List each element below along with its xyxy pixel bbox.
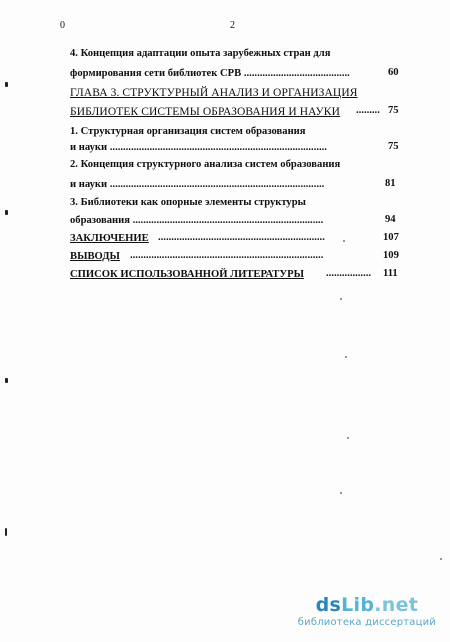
chapter3-title-line2: БИБЛИОТЕК СИСТЕМЫ ОБРАЗОВАНИЯ И НАУКИ bbox=[70, 106, 340, 118]
scan-speck bbox=[343, 240, 345, 242]
references-dots: ................. bbox=[326, 268, 372, 279]
toc-item4-line1: 4. Концепция адаптации опыта зарубежных стран для bbox=[70, 48, 331, 59]
scan-speck bbox=[340, 492, 342, 494]
toc-item4-line2 bbox=[70, 67, 350, 80]
c3-item3-line1: 3. Библиотеки как опорные элементы структуры bbox=[70, 197, 306, 208]
conclusion-dots: ............................................................... bbox=[158, 232, 325, 243]
margin-mark bbox=[5, 528, 7, 536]
dslib-watermark[interactable] bbox=[298, 595, 436, 628]
margin-mark bbox=[5, 82, 8, 87]
page-number: 2 bbox=[230, 20, 235, 31]
margin-mark bbox=[5, 210, 8, 215]
c3-item1-line2: и науки .................................................................................. bbox=[70, 142, 327, 153]
findings-dots: ......................................................................... bbox=[130, 250, 324, 261]
c3-item2-line1: 2. Концепция структурного анализа систем образования bbox=[70, 159, 341, 170]
margin-mark bbox=[5, 378, 8, 383]
chapter3-page: 75 bbox=[388, 105, 399, 116]
c3-item2-line2: и науки ................................................................................. bbox=[70, 179, 325, 190]
conclusion-label: ЗАКЛЮЧЕНИЕ bbox=[70, 233, 149, 244]
c3-item1-page: 75 bbox=[388, 141, 399, 152]
chapter3-dots: ......... bbox=[356, 105, 380, 116]
corner-number: 0 bbox=[60, 20, 65, 31]
c3-item2-page: 81 bbox=[385, 178, 396, 189]
findings-label: ВЫВОДЫ bbox=[70, 251, 120, 262]
toc-item4-text: формирования сети библиотек СРВ ........................................ bbox=[70, 68, 350, 79]
toc-item4-page: 60 bbox=[388, 67, 399, 78]
scan-speck bbox=[440, 558, 442, 560]
c3-item3-page: 94 bbox=[385, 214, 396, 225]
chapter3-title-line1: ГЛАВА 3. СТРУКТУРНЫЙ АНАЛИЗ И ОРГАНИЗАЦИЯ bbox=[70, 87, 358, 99]
scan-speck bbox=[347, 437, 349, 439]
dslib-logo: dsLib.net bbox=[315, 594, 419, 616]
scan-speck bbox=[340, 298, 342, 300]
c3-item1-line1: 1. Структурная организация систем образования bbox=[70, 126, 306, 137]
conclusion-page: 107 bbox=[383, 232, 399, 243]
scan-speck bbox=[345, 356, 347, 358]
references-label: СПИСОК ИСПОЛЬЗОВАННОЙ ЛИТЕРАТУРЫ bbox=[70, 269, 304, 280]
references-page: 111 bbox=[383, 268, 398, 279]
c3-item3-line2: образования ........................................................................ bbox=[70, 215, 324, 226]
findings-page: 109 bbox=[383, 250, 399, 261]
dslib-subtitle: библиотека диссертаций bbox=[297, 617, 436, 628]
